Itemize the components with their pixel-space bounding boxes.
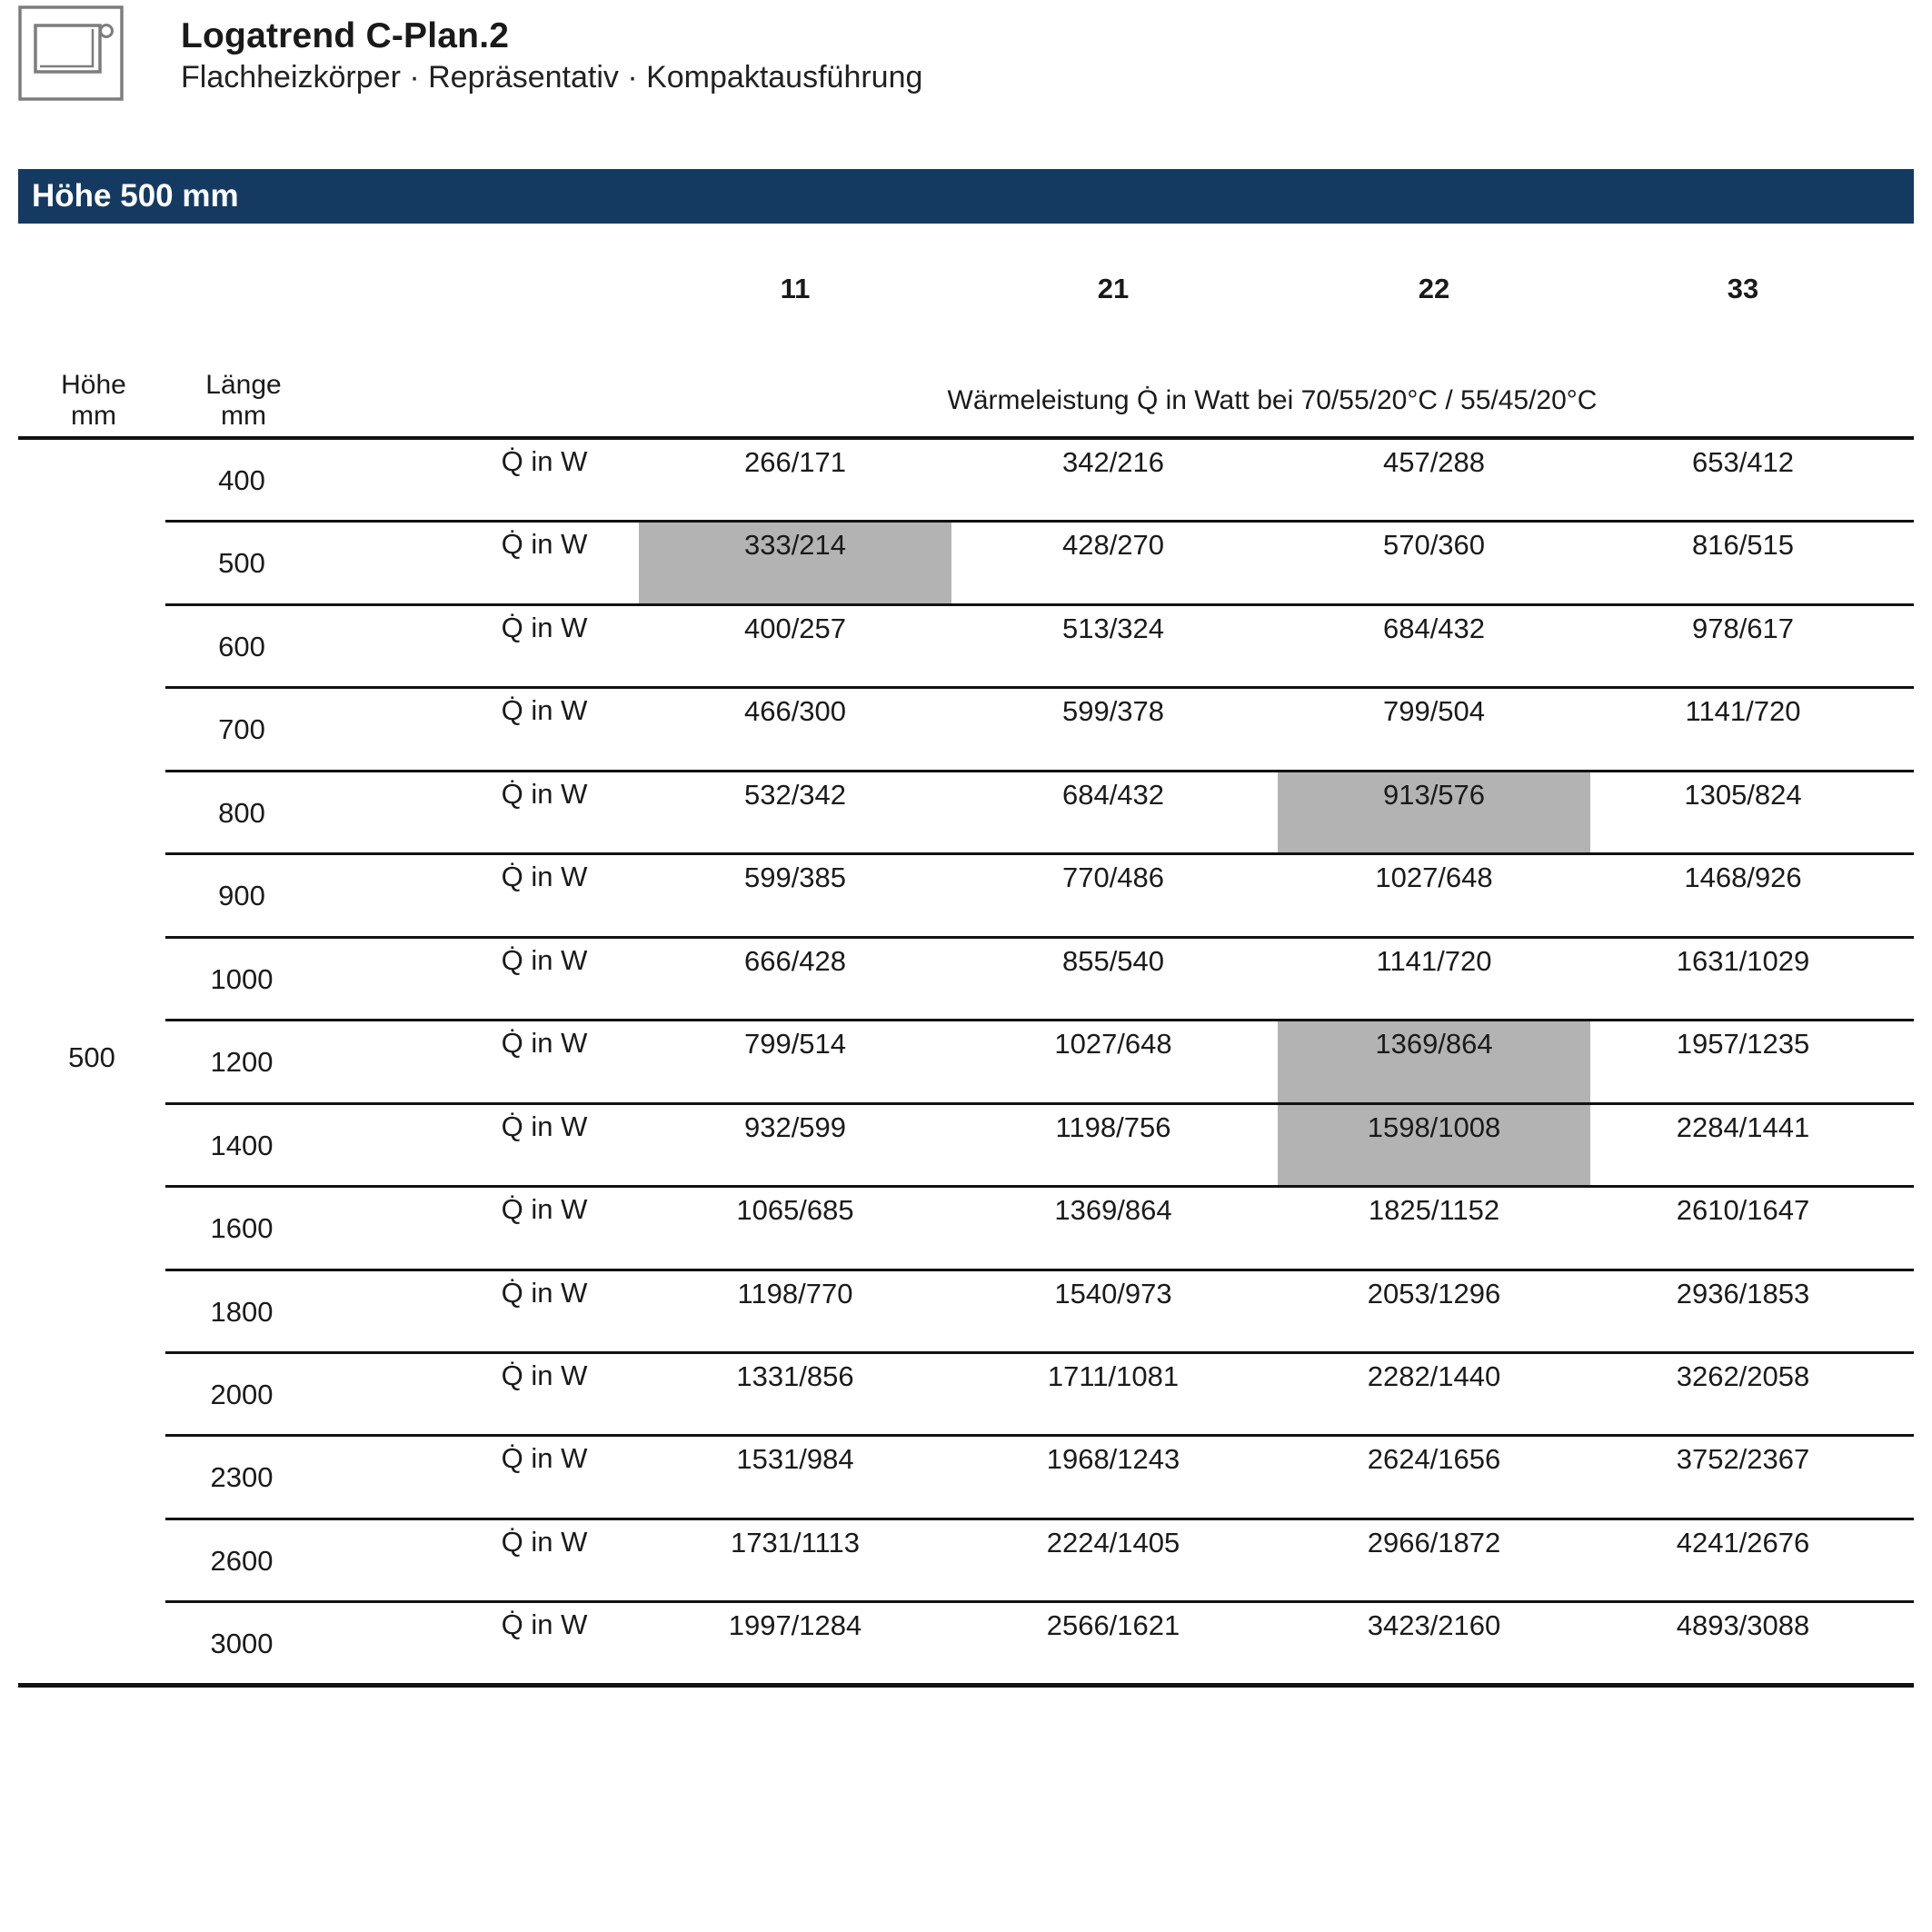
power-value-cell: 2610/1647 (1676, 1194, 1810, 1227)
power-value-cell: 1711/1081 (1047, 1359, 1180, 1392)
row-divider (165, 1185, 1914, 1188)
page-subtitle: Flachheizkörper · Repräsentativ · Kompaktausführung (181, 60, 923, 95)
power-value-cell: 342/216 (1061, 446, 1165, 478)
power-value-cell: 513/324 (1061, 612, 1165, 644)
power-value-cell-highlighted: 1369/864 (1278, 1021, 1590, 1104)
power-value-cell: 2224/1405 (1046, 1526, 1180, 1559)
power-value-cell: 532/342 (743, 778, 847, 811)
row-divider (165, 1269, 1914, 1271)
power-value-cell: 599/378 (1061, 695, 1165, 728)
type-header-11: 11 (780, 273, 811, 304)
q-in-w-label: Q̇ in W (501, 1608, 588, 1641)
power-value-cell: 466/300 (743, 695, 847, 728)
power-value-cell: 799/504 (1382, 695, 1486, 728)
laenge-value: 700 (218, 713, 265, 746)
column-header-laenge-line2: mm (221, 401, 266, 431)
power-value-cell: 932/599 (743, 1110, 847, 1143)
power-value-cell: 1540/973 (1054, 1277, 1172, 1310)
column-header-hoehe-line1: Höhe (61, 370, 126, 400)
power-value-cell: 1531/984 (736, 1443, 854, 1476)
hoehe-value: 500 (68, 1041, 115, 1073)
table-row (18, 772, 1914, 855)
table-bottom-rule (18, 1683, 1914, 1688)
radiator-icon (18, 5, 124, 102)
section-banner-hoehe-500: Höhe 500 mm (18, 169, 1914, 224)
power-value-cell: 684/432 (1061, 778, 1165, 811)
q-in-w-label: Q̇ in W (501, 1027, 588, 1060)
row-divider (165, 1351, 1914, 1354)
laenge-value: 900 (218, 880, 265, 912)
row-divider (165, 1434, 1914, 1437)
power-value-cell: 1198/770 (737, 1277, 853, 1310)
table-header-rule (18, 436, 1914, 440)
column-header-hoehe (21, 370, 166, 432)
table-row (18, 1105, 1914, 1188)
column-header-laenge (171, 370, 316, 432)
power-value-cell-highlighted: 1598/1008 (1278, 1105, 1590, 1188)
table-row (18, 606, 1914, 689)
type-header-21: 21 (1097, 273, 1130, 304)
laenge-value: 1200 (210, 1046, 274, 1079)
power-value-cell: 400/257 (743, 612, 847, 644)
power-value-cell: 1331/856 (736, 1359, 854, 1392)
column-header-laenge-line1: Länge (205, 370, 282, 400)
q-in-w-label: Q̇ in W (501, 943, 588, 976)
power-value-cell: 1825/1152 (1368, 1194, 1500, 1227)
power-value-cell: 684/432 (1382, 612, 1486, 644)
power-value-cell: 666/428 (743, 944, 847, 977)
power-value-cell: 1141/720 (1376, 944, 1492, 977)
power-value-cell: 2282/1440 (1367, 1359, 1501, 1392)
table-row (18, 1021, 1914, 1104)
table-row (18, 440, 1914, 523)
laenge-value: 1000 (210, 962, 274, 995)
power-value-cell: 1141/720 (1685, 695, 1801, 728)
table-row (18, 1437, 1914, 1519)
type-header-33: 33 (1727, 273, 1759, 304)
power-value-cell: 3423/2160 (1367, 1609, 1501, 1642)
power-value-cell: 2966/1872 (1367, 1526, 1501, 1559)
power-value-cell: 799/514 (743, 1028, 847, 1061)
power-value-cell: 599/385 (743, 861, 847, 894)
power-value-cell: 3262/2058 (1676, 1359, 1810, 1392)
q-in-w-label: Q̇ in W (501, 611, 588, 643)
table-row (18, 939, 1914, 1021)
q-in-w-label: Q̇ in W (501, 445, 588, 477)
power-value-cell: 1997/1284 (728, 1609, 862, 1642)
row-divider (165, 852, 1914, 855)
laenge-value: 2000 (210, 1378, 274, 1410)
power-value-cell: 4893/3088 (1676, 1609, 1810, 1642)
q-in-w-label: Q̇ in W (501, 528, 588, 561)
power-value-cell: 1198/756 (1055, 1110, 1171, 1143)
power-value-cell: 1027/648 (1375, 861, 1493, 894)
laenge-value: 400 (218, 464, 265, 496)
row-divider (165, 1019, 1914, 1021)
power-value-cell: 428/270 (1061, 529, 1165, 562)
table-row (18, 1354, 1914, 1437)
power-value-cell: 1065/685 (736, 1194, 854, 1227)
type-header-22: 22 (1418, 273, 1450, 304)
power-value-cell: 1369/864 (1054, 1194, 1172, 1227)
table-row (18, 689, 1914, 772)
power-value-cell: 1968/1243 (1046, 1443, 1180, 1476)
power-value-cell: 1468/926 (1684, 861, 1802, 894)
power-value-cell: 2284/1441 (1676, 1110, 1810, 1143)
power-value-cell: 2936/1853 (1676, 1277, 1810, 1310)
row-divider (165, 770, 1914, 772)
table-row (18, 1603, 1914, 1686)
laenge-value: 2300 (210, 1461, 274, 1494)
power-value-cell: 1305/824 (1684, 778, 1802, 811)
power-value-cell: 1731/1113 (731, 1526, 860, 1559)
power-value-cell-highlighted: 913/576 (1278, 772, 1590, 855)
table-row (18, 855, 1914, 938)
power-value-cell: 855/540 (1061, 944, 1165, 977)
power-column-header: Wärmeleistung Q̇ in Watt bei 70/55/20°C / 55/45/20°C (947, 385, 1598, 415)
table-row (18, 1188, 1914, 1270)
power-value-cell: 770/486 (1061, 861, 1165, 894)
q-in-w-label: Q̇ in W (501, 1276, 588, 1309)
power-value-cell: 653/412 (1691, 446, 1795, 478)
power-value-cell: 2624/1656 (1367, 1443, 1501, 1476)
row-divider (165, 936, 1914, 939)
q-in-w-label: Q̇ in W (501, 777, 588, 810)
table-row (18, 523, 1914, 605)
laenge-value: 1400 (210, 1129, 274, 1161)
row-divider (165, 603, 1914, 606)
q-in-w-label: Q̇ in W (501, 694, 588, 727)
power-value-cell: 2566/1621 (1046, 1609, 1180, 1642)
laenge-value: 800 (218, 796, 265, 829)
power-value-cell-highlighted: 333/214 (639, 523, 951, 605)
q-in-w-label: Q̇ in W (501, 1442, 588, 1475)
row-divider (165, 686, 1914, 689)
row-divider (165, 520, 1914, 523)
q-in-w-label: Q̇ in W (501, 1110, 588, 1142)
q-in-w-label: Q̇ in W (501, 861, 588, 893)
laenge-value: 600 (218, 630, 265, 662)
row-divider (165, 1518, 1914, 1520)
power-value-cell: 3752/2367 (1676, 1443, 1810, 1476)
power-table (18, 440, 1914, 1687)
laenge-value: 1600 (210, 1212, 274, 1245)
power-value-cell: 570/360 (1382, 529, 1486, 562)
q-in-w-label: Q̇ in W (501, 1525, 588, 1558)
power-value-cell: 816/515 (1691, 529, 1795, 562)
power-value-cell: 1957/1235 (1676, 1028, 1810, 1061)
row-divider (165, 1600, 1914, 1603)
laenge-value: 500 (218, 547, 265, 580)
row-divider (165, 1102, 1914, 1105)
q-in-w-label: Q̇ in W (501, 1193, 588, 1226)
page-title: Logatrend C-Plan.2 (181, 16, 510, 55)
table-row (18, 1271, 1914, 1354)
column-header-hoehe-line2: mm (71, 401, 116, 431)
q-in-w-label: Q̇ in W (501, 1359, 588, 1391)
power-value-cell: 1027/648 (1054, 1028, 1172, 1061)
power-value-cell: 266/171 (743, 446, 847, 478)
power-value-cell: 4241/2676 (1676, 1526, 1810, 1559)
power-value-cell: 2053/1296 (1367, 1277, 1501, 1310)
laenge-value: 2600 (210, 1544, 274, 1577)
table-row (18, 1520, 1914, 1603)
power-value-cell: 1631/1029 (1676, 944, 1810, 977)
laenge-value: 1800 (210, 1295, 274, 1328)
power-value-cell: 978/617 (1691, 612, 1795, 644)
laenge-value: 3000 (210, 1628, 274, 1660)
power-value-cell: 457/288 (1382, 446, 1486, 478)
